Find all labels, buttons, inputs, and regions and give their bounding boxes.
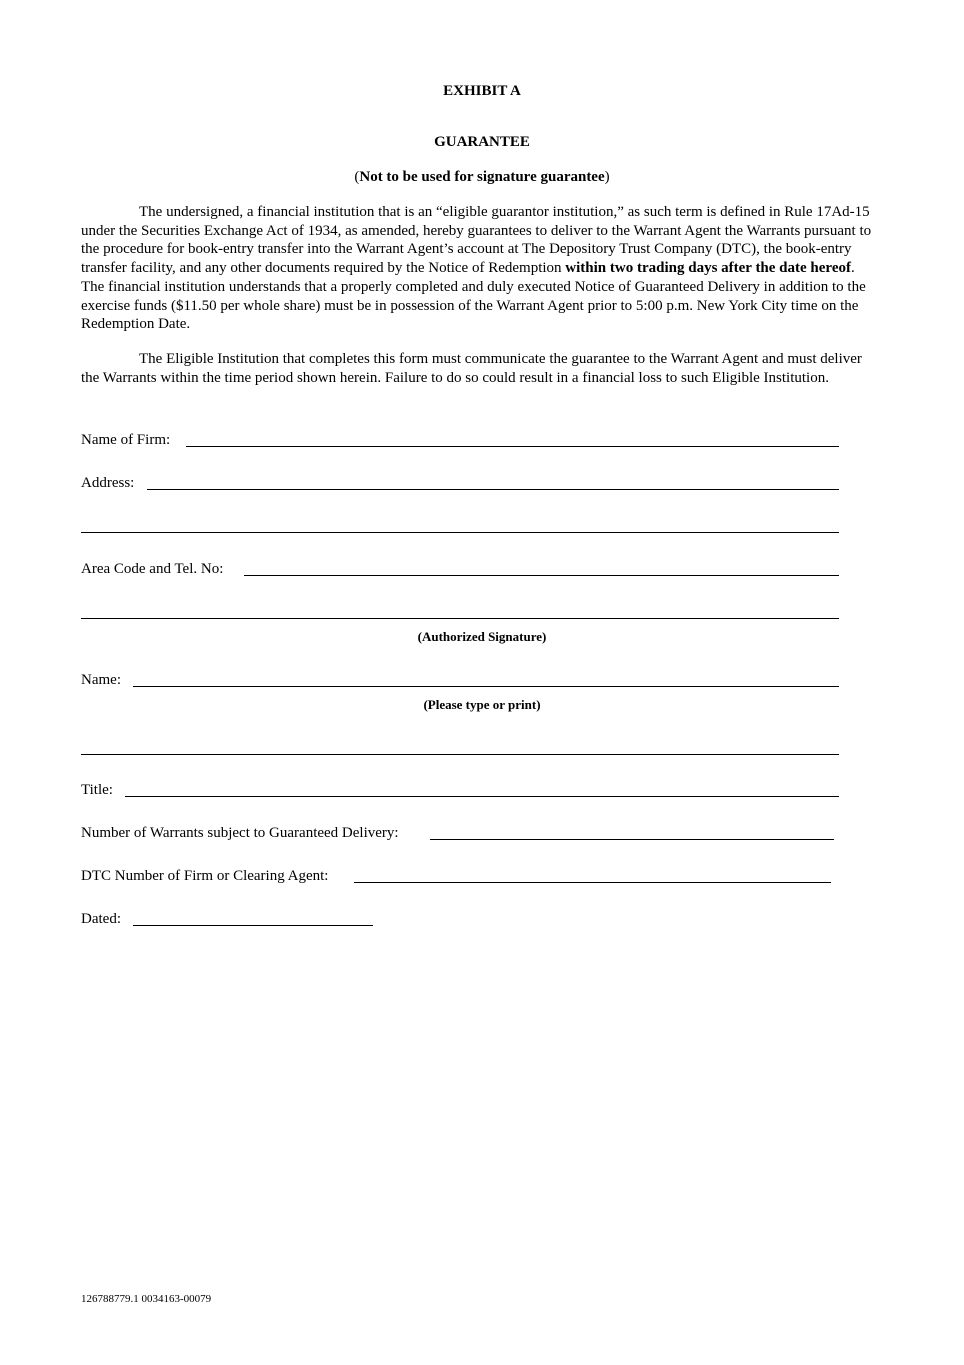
firm-input[interactable] (189, 430, 837, 446)
dated-line (133, 925, 373, 926)
warrants-line (430, 839, 834, 840)
title-label: Title: (81, 782, 113, 798)
warrants-label: Number of Warrants subject to Guaranteed Delivery: (81, 825, 399, 841)
address-label: Address: (81, 475, 135, 491)
dated-input[interactable] (136, 909, 370, 925)
address-input-2[interactable] (83, 516, 835, 532)
paragraph-bold: within two trading days after the date hereof (565, 260, 851, 277)
phone-label: Area Code and Tel. No: (81, 561, 224, 577)
blank-input[interactable] (83, 738, 835, 754)
document-footer-id: 126788779.1 0034163-00079 (81, 1293, 212, 1305)
dtc-input[interactable] (357, 866, 828, 882)
firm-row (81, 430, 841, 450)
firm-line (186, 446, 839, 447)
dtc-row (81, 866, 841, 886)
signature-caption: (Authorized Signature) (417, 629, 547, 644)
guarantee-paragraph (81, 203, 881, 334)
warrants-row (81, 823, 841, 843)
phone-input[interactable] (247, 559, 837, 575)
page-title: GUARANTEE (434, 134, 530, 150)
paragraph-text-b: . The financial institution understands that a properly completed and duly executed Notice of Guaranteed Delivery in addition to the exercise funds ($11.50 per whole share) must be in possession of the Warrant Agent prior to 5:00 p.m. New York City time on the Redemption Date. (81, 260, 866, 333)
name-line (133, 686, 839, 687)
note-close: ) (604, 169, 610, 185)
dated-row (81, 909, 841, 929)
dated-label: Dated: (81, 911, 121, 927)
title-line (125, 796, 839, 797)
phone-row (81, 559, 841, 579)
address-row (81, 473, 841, 493)
address-row-2 (81, 516, 841, 536)
warrants-input[interactable] (433, 823, 831, 839)
signature-line (81, 618, 839, 619)
phone-line (244, 575, 839, 576)
blank-line (81, 754, 839, 755)
note-bold: Not to be used for signature guarantee (359, 169, 605, 185)
exhibit-heading: EXHIBIT A (443, 83, 521, 99)
firm-label: Name of Firm: (81, 432, 171, 448)
usage-note (0, 169, 964, 186)
title-row (81, 780, 841, 800)
paragraph-text-a: The undersigned, a financial institution that is an “eligible guarantor institution,” as such term is defined in Rule 17Ad-15 under the Securities Exchange Act of 1934, as amended, hereby guarantees to deliver to the Warrant Agent the Warrants pursuant to the procedure for book-entry transfer into the Warrant Agent’s account at The Depository Trust Company (DTC), the book-entry transfer facility, and any other documents required by the Notice of Redemption (81, 204, 872, 277)
address-input[interactable] (150, 473, 836, 489)
signature-input[interactable] (83, 602, 835, 618)
name-label: Name: (81, 672, 121, 688)
title-input[interactable] (128, 780, 836, 796)
blank-row (81, 738, 841, 758)
signature-row (81, 602, 841, 622)
address-line (147, 489, 839, 490)
name-row (81, 670, 841, 690)
note-open: ( (354, 169, 360, 185)
institution-paragraph: The Eligible Institution that completes this form must communicate the guarantee to the Warrant Agent and must deliver the Warrants within the time period shown herein. Failure to do so could result in a financial loss to such Eligible Institution. (81, 351, 862, 386)
name-input[interactable] (136, 670, 836, 686)
print-caption: (Please type or print) (423, 697, 541, 712)
address-line-2 (81, 532, 839, 533)
dtc-line (354, 882, 831, 883)
dtc-label: DTC Number of Firm or Clearing Agent: (81, 868, 329, 884)
